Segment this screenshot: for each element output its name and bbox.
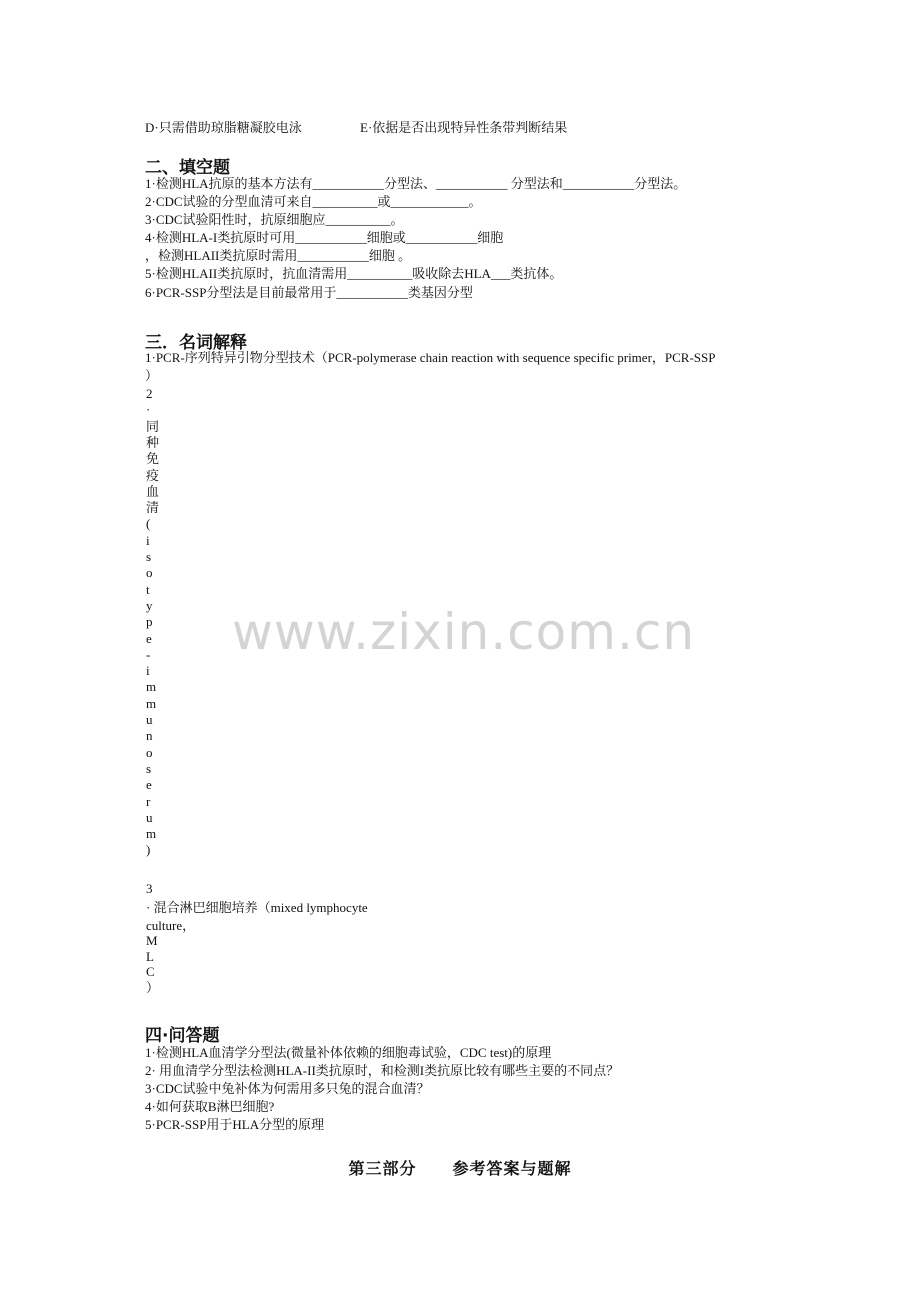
term-item-2-char: 血 [146,483,160,499]
term-item-2-char: s [146,760,152,776]
term-item-2-char: · [146,402,151,418]
term-item-2-char: p [146,614,153,630]
term-item-3-cont: culture， [146,918,196,933]
term-item-3-number: 3 [146,881,153,896]
term-item-1: 1·PCR-序列特异引物分型技术（PCR-polymerase chain reaction with sequence specific primer，PCR-SSP [145,350,716,365]
watermark: www.zixin.com.cn [232,603,696,661]
question-item: 2· 用血清学分型法检测HLA-II类抗原时，和检测I类抗原比较有哪些主要的不同点？ [145,1063,620,1078]
section2-heading: 二、填空题 [145,158,230,178]
part-name: 参考答案与题解 [452,1159,572,1178]
term-item-2-char: r [146,793,151,809]
term-item-2-char: m [146,679,157,695]
term-item-3-char: L [146,948,154,964]
option-d: D·只需借助琼脂糖凝胶电泳 [145,120,302,135]
question-item: 5·PCR-SSP用于HLA分型的原理 [145,1117,325,1132]
fill-item: 1·检测HLA抗原的基本方法有___________分型法、___________ 分型法和___________分型法。 [145,176,687,191]
term-item-2-char: ) [146,842,151,858]
fill-item: ，检测HLAII类抗原时需用___________细胞 。 [145,248,412,263]
term-item-2-char: n [146,728,153,744]
term-item-2-char: o [146,744,153,760]
fill-item: 2·CDC试验的分型血清可来自__________或____________。 [145,194,482,209]
term-item-2-char: 清 [146,500,160,516]
fill-item: 4·检测HLA-I类抗原时可用___________细胞或___________细胞 [145,230,504,245]
fill-item: 3·CDC试验阳性时，抗原细胞应__________。 [145,212,404,227]
question-item: 3·CDC试验中兔补体为何需用多只兔的混合血清？ [145,1081,430,1096]
term-item-2-char: 同 [146,418,160,434]
fill-item: 6·PCR-SSP分型法是目前最常用于___________类基因分型 [145,285,473,300]
term-item-2-char: u [146,809,153,825]
question-item: 4·如何获取B淋巴细胞? [145,1099,275,1114]
term-item-2-char: t [146,581,150,597]
term-item-2-char: - [146,646,151,662]
term-item-2-char: i [146,532,150,548]
term-item-3-char: C [146,964,155,979]
question-item: 1·检测HLA血清学分型法(微量补体依赖的细胞毒试验，CDC test)的原理 [145,1045,552,1060]
term-item-2-char: i [146,663,150,679]
term-item-3-char: ） [146,979,160,995]
term-item-2-char: e [146,777,152,793]
term-item-2-char: u [146,712,153,727]
term-item-2-char: s [146,549,152,564]
term-item-2-char: 种 [146,434,160,450]
term-item-2-char: 免 [146,451,160,467]
term-item-3: · 混合淋巴细胞培养（mixed lymphocyte [146,900,368,915]
term-item-2-char: e [146,630,152,646]
option-e: E·依据是否出现特异性条带判断结果 [360,120,568,135]
fill-item: 5·检测HLAII类抗原时，抗血清需用__________吸收除去HLA___类抗体。 [145,266,563,281]
part-number: 第三部分 [348,1159,417,1178]
section3-heading: 三．名词解释 [145,333,247,353]
term-item-2-char: 2 [146,386,153,401]
term-item-2-char: m [146,695,157,711]
term-item-1-end: ） [145,368,159,383]
section4-heading: 四·问答题 [145,1026,220,1046]
term-item-2-char: 疫 [146,467,160,483]
term-item-2-char: y [146,597,153,613]
part-title [0,1156,920,1179]
term-item-3-char: M [146,933,158,948]
term-item-2-char: m [146,826,157,842]
term-item-2-char: o [146,565,153,581]
term-item-2-char: ( [146,516,151,532]
